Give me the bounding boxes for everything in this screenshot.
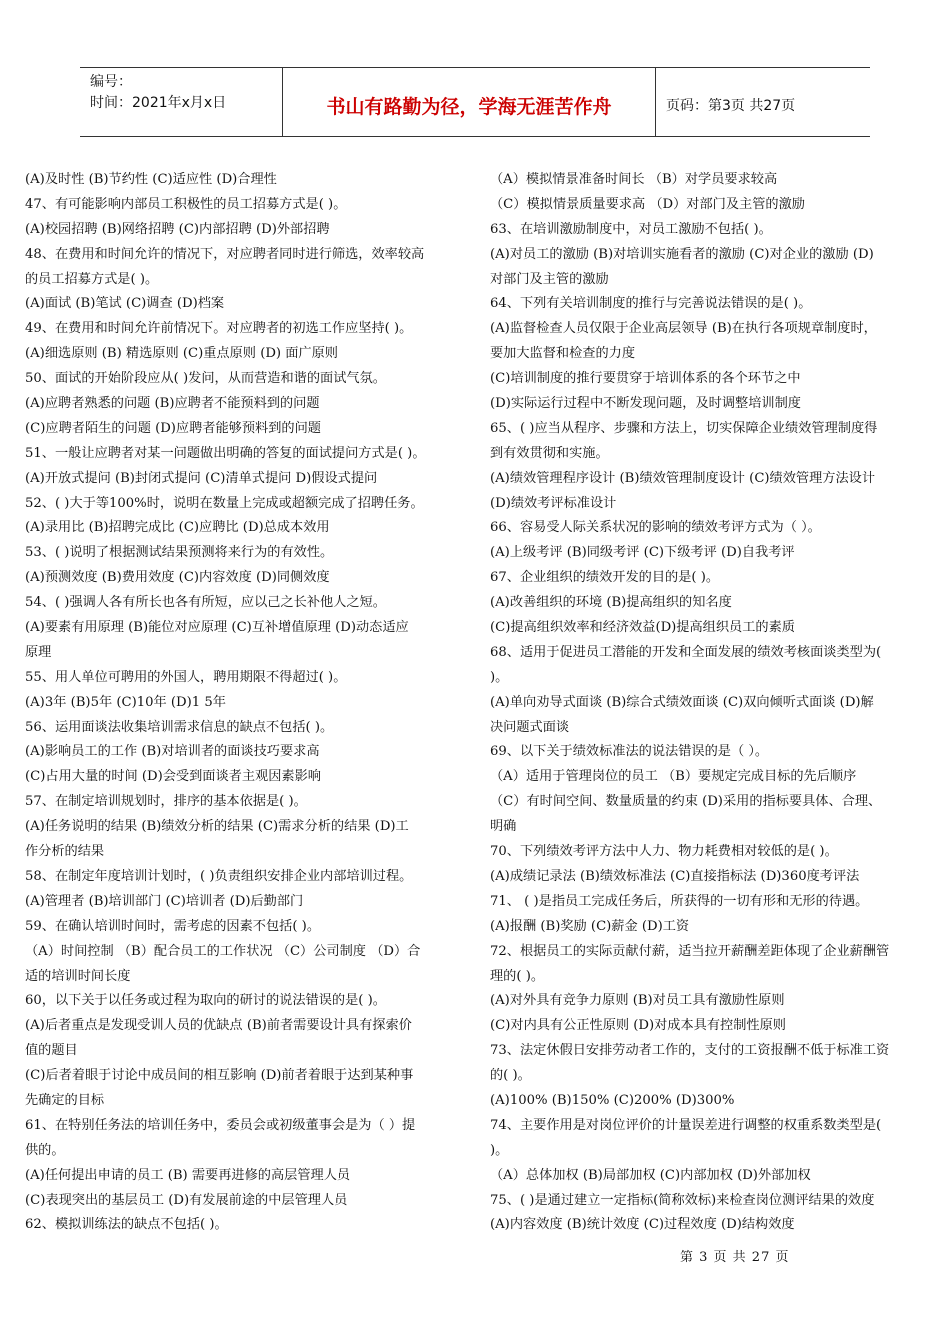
text-line: 适的培训时间长度 — [25, 968, 131, 984]
text-line: 59、在确认培训时间时，需考虑的因素不包括( )。 — [25, 918, 321, 934]
text-line: 61、在特别任务法的培训任务中，委员会或初级董事会是为（ ）提 — [25, 1117, 416, 1133]
text-line: (A)管理者 (B)培训部门 (C)培训者 (D)后勤部门 — [25, 893, 304, 909]
text-line: (A)影响员工的工作 (B)对培训者的面谈技巧要求高 — [25, 744, 320, 760]
text-line: 53、( )说明了根据测试结果预测将来行为的有效性。 — [25, 545, 334, 561]
text-line: 供的。 — [25, 1142, 65, 1158]
text-line: 67、企业组织的绩效开发的目的是( )。 — [490, 570, 720, 586]
text-line: )。 — [490, 669, 509, 685]
text-line: 75、( )是通过建立一定指标(简称效标)来检查岗位测评结果的效度 — [490, 1192, 875, 1208]
text-line: 57、在制定培训规划时，排序的基本依据是( )。 — [25, 794, 307, 810]
text-line: （A）时间控制 （B）配合员工的工作状况 （C）公司制度 （D）合 — [25, 943, 421, 959]
text-line: 55、用人单位可聘用的外国人，聘用期限不得超过( )。 — [25, 669, 347, 685]
text-line: 63、在培训激励制度中，对员工激励不包括( )。 — [490, 221, 772, 237]
text-line: 到有效贯彻和实施。 — [490, 445, 609, 461]
text-line: 50、面试的开始阶段应从( )发问，从而营造和谐的面试气氛。 — [25, 371, 386, 387]
text-line: (A)内容效度 (B)统计效度 (C)过程效度 (D)结构效度 — [490, 1217, 795, 1233]
header-meta — [80, 68, 283, 136]
text-line: (C)占用大量的时间 (D)会受到面谈者主观因素影响 — [25, 769, 321, 785]
text-line: (A)预测效度 (B)费用效度 (C)内容效度 (D)同侧效度 — [25, 570, 330, 586]
text-line: (A)录用比 (B)招聘完成比 (C)应聘比 (D)总成本效用 — [25, 520, 330, 536]
text-line: 72、根据员工的实际贡献付薪，适当拉开薪酬差距体现了企业薪酬管 — [490, 943, 890, 959]
text-line: (A)开放式提问 (B)封闭式提问 (C)清单式提问 D)假设式提问 — [25, 470, 378, 486]
text-line: 作分析的结果 — [25, 844, 105, 860]
text-line: 62、模拟训练法的缺点不包括( )。 — [25, 1217, 228, 1233]
text-line: (A)要素有用原理 (B)能位对应原理 (C)互补增值原理 (D)动态适应 — [25, 620, 409, 636]
text-line: 51、一般让应聘者对某一问题做出明确的答复的面试提问方式是( )。 — [25, 445, 426, 461]
text-line: 71、 ( )是指员工完成任务后，所获得的一切有形和无形的待遇。 — [490, 893, 869, 909]
header-motto: 书山有路勤为径，学海无涯苦作舟 — [283, 68, 656, 136]
text-line: (A)校园招聘 (B)网络招聘 (C)内部招聘 (D)外部招聘 — [25, 221, 330, 237]
text-line: (A)改善组织的环境 (B)提高组织的知名度 — [490, 595, 732, 611]
text-line: 47、有可能影响内部员工积极性的员工招募方式是( )。 — [25, 196, 347, 212]
text-line: (C)培训制度的推行要贯穿于培训体系的各个环节之中 — [490, 371, 801, 387]
text-line: 先确定的目标 — [25, 1092, 105, 1108]
text-line: (A)及时性 (B)节约性 (C)适应性 (D)合理性 — [25, 172, 277, 187]
text-line: （C）模拟情景质量要求高 （D）对部门及主管的激励 — [490, 196, 805, 212]
text-line: (A)对员工的激励 (B)对培训实施看者的激励 (C)对企业的激励 (D) — [490, 246, 874, 262]
text-line: 49、在费用和时间允许前情况下。对应聘者的初选工作应坚持( )。 — [25, 321, 413, 337]
text-line: (A)单向劝导式面谈 (B)综合式绩效面谈 (C)双向倾听式面谈 (D)解 — [490, 694, 874, 710]
text-line: 48、在费用和时间允许的情况下，对应聘者同时进行筛选，效率较高 — [25, 246, 425, 262]
text-line: (C)后者着眼于讨论中成员间的相互影响 (D)前者着眼于达到某种事 — [25, 1068, 414, 1084]
text-line: (A)3年 (B)5年 (C)10年 (D)1 5年 — [25, 694, 226, 710]
text-line: 56、运用面谈法收集培训需求信息的缺点不包括( )。 — [25, 719, 334, 735]
text-line: (C)提高组织效率和经济效益(D)提高组织员工的素质 — [490, 620, 795, 636]
text-line: (C)表现突出的基层员工 (D)有发展前途的中层管理人员 — [25, 1192, 348, 1208]
text-line: 的员工招募方式是( )。 — [25, 271, 159, 287]
text-line: (C)应聘者陌生的问题 (D)应聘者能够预料到的问题 — [25, 420, 321, 436]
text-line: 值的题目 — [25, 1043, 78, 1059]
text-line: （A）总体加权 (B)局部加权 (C)内部加权 (D)外部加权 — [490, 1167, 811, 1183]
text-line: (A)报酬 (B)奖励 (C)薪金 (D)工资 — [490, 918, 690, 934]
text-line: 68、适用于促进员工潜能的开发和全面发展的绩效考核面谈类型为( — [490, 644, 882, 660]
text-line: (A)细选原则 (B) 精选原则 (C)重点原则 (D) 面广原则 — [25, 346, 338, 362]
text-line: )。 — [490, 1142, 509, 1158]
text-line: (A)任务说明的结果 (B)绩效分析的结果 (C)需求分析的结果 (D)工 — [25, 819, 409, 835]
text-line: （A）适用于管理岗位的员工 （B）要规定完成目标的先后顺序 — [490, 769, 857, 785]
text-line: (A)对外具有竞争力原则 (B)对员工具有激励性原则 — [490, 993, 785, 1009]
text-line: 65、( )应当从程序、步骤和方法上，切实保障企业绩效管理制度得 — [490, 420, 878, 436]
text-line: 69、以下关于绩效标准法的说法错误的是（ ）。 — [490, 744, 769, 760]
text-line: (A)成绩记录法 (B)绩效标准法 (C)直接指标法 (D)360度考评法 — [490, 868, 860, 884]
text-line: (D)实际运行过程中不断发现问题，及时调整培训制度 — [490, 396, 801, 412]
text-line: (A)上级考评 (B)同级考评 (C)下级考评 (D)自我考评 — [490, 545, 795, 561]
text-line: 对部门及主管的激励 — [490, 271, 609, 287]
page-header — [80, 67, 870, 137]
header-page-label: 页码：第3页 共27页 — [666, 98, 796, 114]
text-line: （C）有时间空间、数量质量的约束 (D)采用的指标要具体、合理、 — [490, 794, 882, 810]
text-line: 原理 — [25, 644, 52, 660]
text-line: 60，以下关于以任务或过程为取向的研讨的说法错误的是( )。 — [25, 993, 386, 1009]
text-line: （A）模拟情景准备时间长 （B）对学员要求较高 — [490, 172, 778, 187]
text-line: 的( )。 — [490, 1068, 531, 1084]
text-line: (A)应聘者熟悉的问题 (B)应聘者不能预料到的问题 — [25, 396, 320, 412]
text-line: (A)任何提出申请的员工 (B) 需要再进修的高层管理人员 — [25, 1167, 351, 1183]
text-line: (A)面试 (B)笔试 (C)调查 (D)档案 — [25, 296, 225, 312]
text-line: 明确 — [490, 819, 517, 835]
text-line: (C)对内具有公正性原则 (D)对成本具有控制性原则 — [490, 1018, 786, 1034]
left-column — [25, 168, 465, 1238]
page-footer: 第 3 页 共 27 页 — [680, 1250, 790, 1265]
text-line: 64、下列有关培训制度的推行与完善说法错误的是( )。 — [490, 296, 812, 312]
time-label: 时间：2021年x月x日 — [90, 95, 227, 111]
text-line: 66、容易受人际关系状况的影响的绩效考评方式为（ ）。 — [490, 520, 821, 536]
text-line: 理的( )。 — [490, 968, 545, 984]
text-line: 决问题式面谈 — [490, 719, 570, 735]
text-line: 74、主要作用是对岗位评价的计量误差进行调整的权重系数类型是( — [490, 1117, 882, 1133]
text-line: (A)100% (B)150% (C)200% (D)300% — [490, 1092, 735, 1108]
text-line: (A)监督检查人员仅限于企业高层领导 (B)在执行各项规章制度时， — [490, 321, 877, 337]
text-line: 要加大监督和检查的力度 — [490, 346, 636, 362]
right-column — [490, 168, 930, 1238]
text-line: (A)绩效管理程序设计 (B)绩效管理制度设计 (C)绩效管理方法设计 — [490, 470, 876, 486]
text-line: (A)后者重点是发现受训人员的优缺点 (B)前者需要设计具有探索价 — [25, 1018, 412, 1034]
text-line: 73、法定休假日安排劳动者工作的，支付的工资报酬不低于标准工资 — [490, 1043, 890, 1059]
text-line: 52、( )大于等100%时，说明在数量上完成或超额完成了招聘任务。 — [25, 495, 424, 511]
text-line: 54、( )强调人各有所长也各有所短，应以己之长补他人之短。 — [25, 595, 386, 611]
text-line: 58、在制定年度培训计划时，( )负责组织安排企业内部培训过程。 — [25, 868, 413, 884]
number-label: 编号： — [90, 74, 132, 90]
text-line: (D)绩效考评标准设计 — [490, 495, 617, 511]
text-line: 70、下列绩效考评方法中人力、物力耗费相对较低的是( )。 — [490, 844, 838, 860]
